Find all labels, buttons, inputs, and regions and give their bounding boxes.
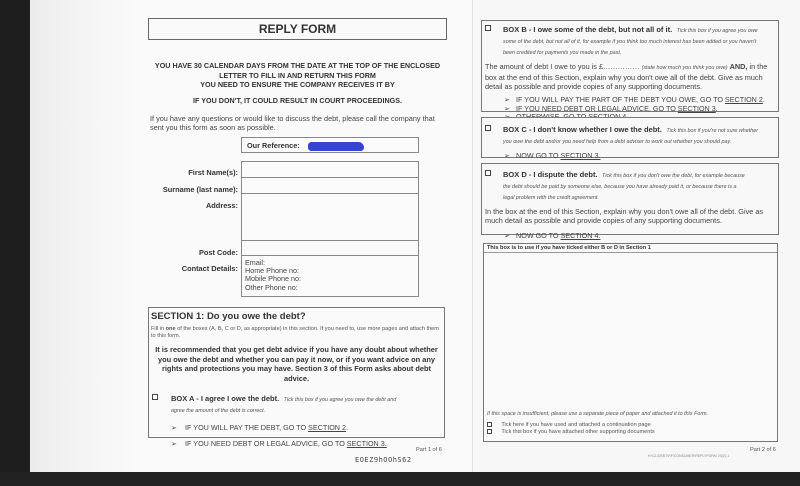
section-2-link: SECTION 2 bbox=[724, 95, 763, 104]
explanation-box-header: This box is to use if you have ticked either B or D in Section 1 bbox=[484, 244, 777, 253]
option-text: IF YOU WILL PAY THE PART OF THE DEBT YOU OWE, GO TO bbox=[516, 95, 725, 104]
notice-warning: IF YOU DON'T, IT COULD RESULT IN COURT PROCEEDINGS. bbox=[192, 95, 403, 105]
reference-box bbox=[241, 137, 419, 153]
instr-text: Fill in bbox=[151, 326, 166, 332]
first-name-label: First Name(s): bbox=[188, 168, 238, 177]
arrow-icon: ➢ bbox=[504, 103, 511, 113]
debt-advice-recommendation: It is recommended that you get debt advice if you have any doubt about whether you owe the debt and whether you can pay it now, or if you want advice on any rights and protections you may have. Section 3 of this Form asks about debt advice. bbox=[155, 345, 438, 383]
reference-label: Our Reference: bbox=[247, 141, 300, 150]
box-c bbox=[481, 117, 779, 158]
supporting-docs-row bbox=[487, 429, 777, 436]
box-a-title: BOX A - I agree I owe the debt. bbox=[171, 394, 280, 403]
supporting-docs-checkbox[interactable] bbox=[487, 429, 492, 434]
redaction-mark bbox=[308, 142, 364, 151]
box-c-hint: Tick this box if you're not sure whether you owe the debt and/or you need help from a debt adviser to work out whether you should pay. bbox=[503, 128, 759, 145]
instr-bold: one bbox=[165, 326, 176, 332]
box-a-hint: Tick this box if you agree you owe the debt and agree the amount of the debt is correct. bbox=[171, 397, 397, 414]
notice-line: LETTER TO FILL IN AND RETURN THIS FORM bbox=[219, 70, 376, 80]
box-c-option-1 bbox=[504, 151, 778, 160]
home-phone-line: Home Phone no: bbox=[245, 266, 299, 276]
amount-and: AND, bbox=[729, 62, 748, 71]
surname-field[interactable] bbox=[241, 177, 419, 193]
box-b-option-1: ➢ IF YOU WILL PAY THE PART OF THE DEBT YOU OWE, GO TO SECTION 2. bbox=[504, 95, 765, 104]
intro-text: If you have any questions or would like to discuss the debt, please call the company that sent you this form as soon as possible. bbox=[150, 114, 435, 132]
amount-hint: (state how much you think you owe) bbox=[641, 65, 728, 71]
contact-details-label: Contact Details: bbox=[181, 264, 238, 273]
box-d bbox=[481, 163, 779, 240]
arrow-icon: ➢ bbox=[171, 423, 178, 432]
contact-details-field[interactable] bbox=[241, 255, 419, 297]
section-2-link: SECTION 2 bbox=[308, 423, 346, 432]
section-1-instructions bbox=[151, 326, 442, 340]
section-3-link: SECTION 3. bbox=[560, 151, 601, 160]
first-name-field[interactable] bbox=[241, 161, 419, 177]
background-sheet bbox=[30, 0, 140, 472]
mobile-phone-line: Mobile Phone no: bbox=[245, 274, 301, 284]
scan-background-edge bbox=[0, 472, 800, 486]
explanation-box bbox=[483, 243, 778, 442]
section-4-link: SECTION 4. bbox=[560, 231, 601, 240]
box-a bbox=[152, 393, 444, 415]
option-text: IF YOU WILL PAY THE DEBT, GO TO bbox=[185, 423, 309, 432]
continuation-label: Tick here if you have used and attached a continuation page bbox=[501, 422, 651, 428]
box-d-paragraph: In the box at the end of this Section, explain why you don't owe all of the debt. Give as much detail as possible and provide copies of any supporting documents. bbox=[485, 207, 764, 225]
box-a-option-2 bbox=[171, 439, 444, 448]
arrow-icon: ➢ bbox=[504, 151, 511, 160]
personal-details-fields bbox=[241, 161, 419, 297]
option-text: IF YOU NEED DEBT OR LEGAL ADVICE, GO TO bbox=[185, 439, 347, 448]
address-field[interactable] bbox=[241, 193, 419, 240]
post-code-label: Post Code: bbox=[198, 248, 238, 257]
box-d-hint: Tick this box if you don't owe the debt, for example because the debt should be paid by someone else, because you have already paid it, or because there is a legal problem with the credit agreement. bbox=[503, 173, 745, 201]
notice-line: YOU NEED TO ENSURE THE COMPANY RECEIVES IT BY bbox=[200, 80, 395, 89]
box-c-title: BOX C - I don't know whether I owe the debt. bbox=[503, 125, 662, 134]
section-3-link: SECTION 3. bbox=[346, 439, 387, 448]
page-2-part-label: Part 2 of 6 bbox=[750, 447, 776, 453]
insufficient-space-note: If this space is insufficient, please use a separate piece of paper and attached it to this Form. bbox=[487, 411, 709, 417]
amount-explain: in the box at the end of this Section, explain why you don't owe all of the debt. Give as much detail as possible and provide copies of any supporting documents. bbox=[485, 62, 768, 91]
section-3-link: SECTION 3 bbox=[677, 103, 716, 113]
box-d-checkbox[interactable] bbox=[485, 170, 491, 176]
arrow-icon: ➢ bbox=[504, 231, 511, 240]
option-text: NOW GO TO bbox=[516, 151, 561, 160]
section-1-heading: SECTION 1: Do you owe the debt? bbox=[151, 311, 306, 322]
box-b-option-2: ➢ IF YOU NEED DEBT OR LEGAL ADVICE, GO TO SECTION 3. bbox=[504, 103, 718, 113]
continuation-page-row bbox=[487, 422, 777, 429]
box-c-checkbox[interactable] bbox=[485, 125, 491, 131]
explanation-text-area[interactable] bbox=[484, 253, 777, 408]
other-phone-line: Other Phone no: bbox=[245, 282, 298, 292]
continuation-checkbox[interactable] bbox=[487, 422, 492, 427]
surname-label: Surname (last name): bbox=[162, 185, 238, 194]
box-b bbox=[481, 20, 779, 112]
arrow-icon: ➢ bbox=[504, 95, 511, 104]
box-b-amount-text bbox=[485, 62, 775, 91]
notice-line: YOU HAVE 30 CALENDAR DAYS FROM THE DATE AT THE TOP OF THE ENCLOSED bbox=[154, 61, 441, 70]
box-a-option-1: ➢ IF YOU WILL PAY THE DEBT, GO TO SECTION 2. bbox=[171, 423, 348, 432]
deadline-notice bbox=[150, 61, 445, 105]
box-d-title: BOX D - I dispute the debt. bbox=[503, 170, 598, 179]
page-1-barcode: EOEZ9hOOhS62 bbox=[355, 456, 412, 464]
post-code-field[interactable] bbox=[241, 240, 419, 255]
option-text: NOW GO TO bbox=[516, 231, 561, 240]
box-b-hint: Tick this box if you agree you owe some of the debt, but not all of it, for example if you think too much interest has been added or you haven't been credited for payments you made in the past. bbox=[503, 28, 758, 56]
form-title: REPLY FORM bbox=[148, 18, 447, 40]
option-text: IF YOU NEED DEBT OR LEGAL ADVICE, GO TO bbox=[516, 103, 678, 113]
box-b-title: BOX B - I owe some of the debt, but not all of it. bbox=[503, 25, 673, 34]
instr-text: of the boxes (A, B, C or D, as appropriate) in this section. If you need to, use more pages and attach them to this form. bbox=[151, 326, 439, 339]
section-1 bbox=[148, 307, 445, 448]
box-d-option-1 bbox=[504, 231, 778, 240]
box-a-checkbox[interactable] bbox=[152, 394, 158, 400]
arrow-icon: ➢ bbox=[171, 439, 178, 448]
address-label: Address: bbox=[205, 201, 238, 210]
email-line: Email: bbox=[245, 258, 265, 267]
box-b-checkbox[interactable] bbox=[485, 25, 491, 31]
page-1-part-label: Part 1 of 6 bbox=[416, 447, 442, 453]
supporting-docs-label: Tick this box if you have attached other supporting documents bbox=[501, 429, 655, 435]
amount-text: The amount of debt I owe to you is £…………… bbox=[485, 62, 640, 71]
page-2-footer-code: H:\CL\DEBT\RF\CONSUMER\REPLYFORM 20(2)-1 bbox=[648, 454, 730, 458]
